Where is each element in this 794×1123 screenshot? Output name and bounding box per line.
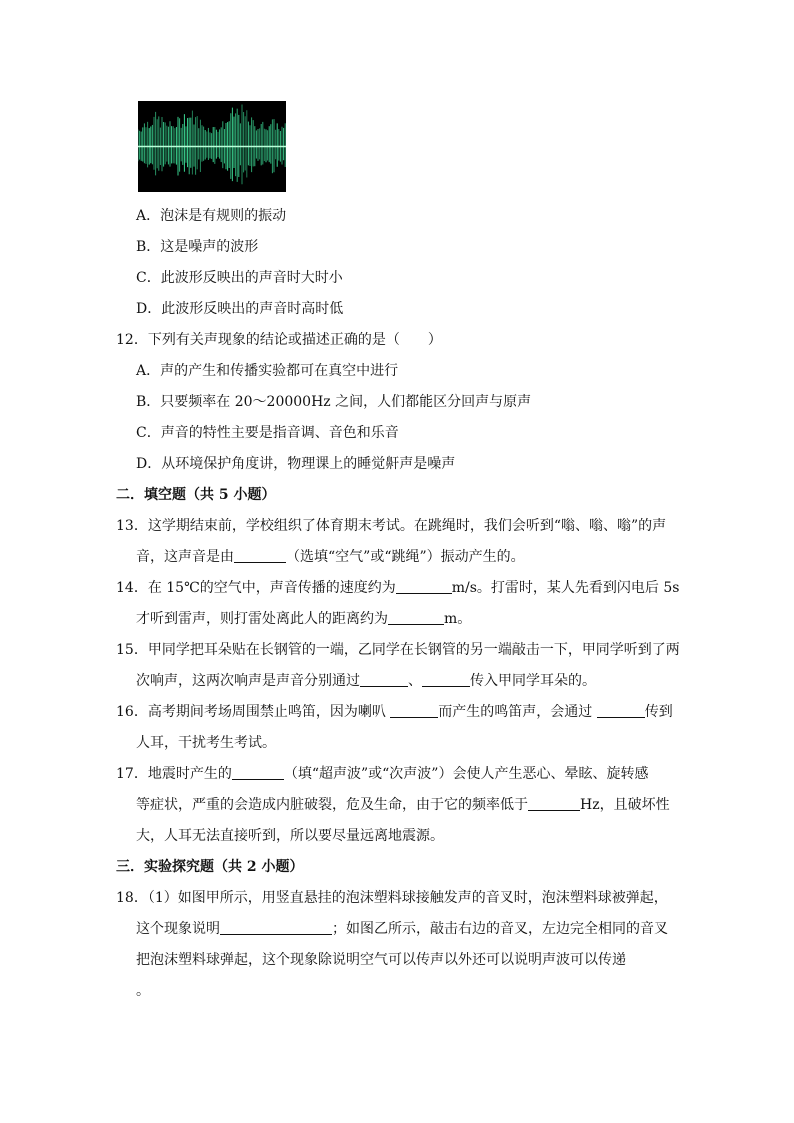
q18-line-4: 。 <box>136 983 150 999</box>
q12-option-d: D．从环境保护角度讲，物理课上的睡觉鼾声是噪声 <box>136 456 456 472</box>
q14-text: 14．在 15℃的空气中，声音传播的速度约为 <box>116 580 396 596</box>
q11-option-c: C．此波形反映出的声音时大时小 <box>136 270 343 286</box>
section-3-title: 三．实验探究题（共 2 小题） <box>116 859 304 875</box>
q17-text-2: 等症状，严重的会造成内脏破裂，危及生命，由于它的频率低于 <box>136 797 528 813</box>
q12-option-b: B．只要频率在 20～20000Hz 之间，人们都能区分回声与原声 <box>136 394 532 410</box>
q14-line-2 <box>136 610 471 628</box>
q16-text-mid: 而产生的鸣笛声，会通过 <box>438 704 597 720</box>
q14-text-2: 才听到雷声，则打雷处离此人的距离约为 <box>136 611 388 627</box>
q18-blank-1[interactable] <box>220 920 332 935</box>
q15-line-2 <box>136 672 596 690</box>
q17-blank-frequency[interactable] <box>528 796 580 811</box>
q17-text-end: Hz，且破坏性 <box>580 797 670 813</box>
q16-blank-1[interactable] <box>390 703 438 718</box>
q17-line-3: 大，人耳无法直接听到，所以要尽量远离地震源。 <box>136 828 444 844</box>
q12-stem: 12．下列有关声现象的结论或描述正确的是（ ） <box>116 332 442 348</box>
q13-text-end: （选填“空气”或“跳绳”）振动产生的。 <box>286 549 525 565</box>
q17-text-mid: （填“超声波”或“次声波”）会使人产生恶心、晕眩、旋转感 <box>283 766 649 782</box>
q13-line-2 <box>136 548 525 566</box>
q14-text-end: m。 <box>444 611 472 627</box>
q17-text: 17．地震时产生的 <box>116 766 232 782</box>
q15-blank-2[interactable] <box>422 672 470 687</box>
q14-text-mid: m/s。打雷时，某人先看到闪电后 5s <box>451 580 680 596</box>
q12-option-a: A．声的产生和传播实验都可在真空中进行 <box>136 363 399 379</box>
q18-line-2 <box>136 920 668 938</box>
q11-option-b: B．这是噪声的波形 <box>136 239 259 255</box>
q14-line-1 <box>116 579 679 597</box>
q16-blank-2[interactable] <box>597 703 645 718</box>
q14-blank-speed[interactable] <box>396 579 452 594</box>
q16-text-end: 传到 <box>644 704 673 720</box>
q16-line-2: 人耳，干扰考生考试。 <box>136 735 276 751</box>
q16-line-1 <box>116 703 673 721</box>
q18-text-mid: ；如图乙所示，敲击右边的音叉，左边完全相同的音叉 <box>332 921 668 937</box>
sound-waveform-image <box>138 101 286 192</box>
q12-option-c: C．声音的特性主要是指音调、音色和乐音 <box>136 425 399 441</box>
q15-text: 次响声，这两次响声是声音分别通过 <box>136 673 360 689</box>
q14-blank-distance[interactable] <box>388 610 444 625</box>
q17-blank-wave[interactable] <box>232 765 284 780</box>
q11-option-d: D．此波形反映出的声音时高时低 <box>136 301 344 317</box>
q18-text: 这个现象说明 <box>136 921 220 937</box>
q16-text: 16．高考期间考场周围禁止鸣笛，因为喇叭 <box>116 704 391 720</box>
q13-text: 音，这声音是由 <box>136 549 234 565</box>
section-2-title: 二．填空题（共 5 小题） <box>116 487 276 503</box>
q17-line-1 <box>116 765 648 783</box>
q15-blank-1[interactable] <box>360 672 408 687</box>
q17-line-2 <box>136 796 670 814</box>
q11-option-a: A．泡沫是有规则的振动 <box>136 208 287 224</box>
q18-line-1: 18．（1）如图甲所示，用竖直悬挂的泡沫塑料球接触发声的音叉时，泡沫塑料球被弹起， <box>116 890 668 906</box>
q15-line-1: 15．甲同学把耳朵贴在长钢管的一端，乙同学在长钢管的另一端敲击一下，甲同学听到了两 <box>116 642 680 658</box>
q13-blank[interactable] <box>234 548 286 563</box>
q13-line-1: 13．这学期结束前，学校组织了体育期末考试。在跳绳时，我们会听到“嗡、嗡、嗡”的声 <box>116 518 667 534</box>
q15-separator: 、 <box>408 673 422 689</box>
q18-line-3: 把泡沫塑料球弹起，这个现象除说明空气可以传声以外还可以说明声波可以传递 <box>136 952 626 968</box>
q15-text-end: 传入甲同学耳朵的。 <box>470 673 596 689</box>
